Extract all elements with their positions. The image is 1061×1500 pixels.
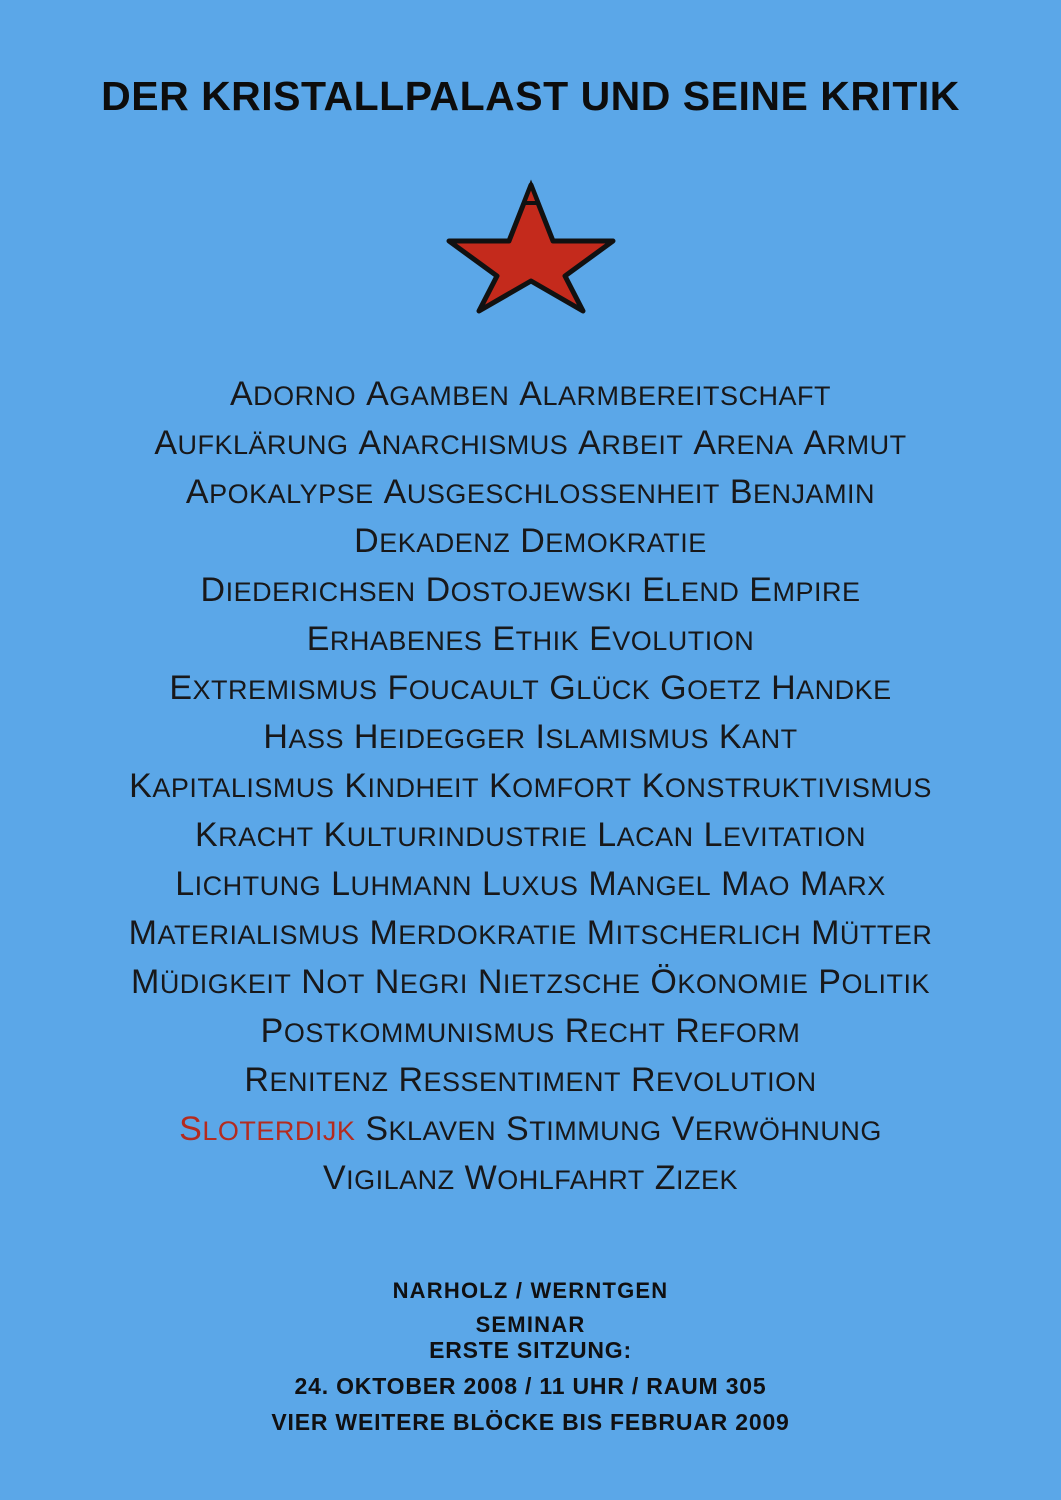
keyword: BENJAMIN — [729, 473, 876, 512]
keyword: VIGILANZ — [322, 1159, 455, 1198]
keyword: DEMOKRATIE — [520, 522, 707, 561]
keyword: KANT — [718, 718, 798, 757]
keyword: AUSGESCHLOSSENHEIT — [383, 473, 720, 512]
keyword: EXTREMISMUS — [169, 669, 378, 708]
keyword: VERWÖHNUNG — [671, 1110, 882, 1149]
keyword: ARBEIT — [578, 424, 684, 463]
footer-session-label: ERSTE SITZUNG: — [429, 1337, 632, 1363]
keyword: ARENA — [693, 424, 794, 463]
keyword-line — [51, 763, 1011, 812]
keyword: MATERIALISMUS — [128, 914, 360, 953]
keyword: KINDHEIT — [344, 767, 480, 806]
keyword: GLÜCK — [549, 669, 651, 708]
keyword: HASS — [263, 718, 344, 757]
keyword-line — [51, 469, 1011, 518]
keyword: LEVITATION — [703, 816, 867, 855]
keyword: HANDKE — [771, 669, 892, 708]
keyword-line — [51, 910, 1011, 959]
keyword: SKLAVEN — [365, 1110, 497, 1149]
keyword: AUFKLÄRUNG — [154, 424, 349, 463]
keyword: LICHTUNG — [175, 865, 322, 904]
keyword-line — [51, 1155, 1011, 1204]
keyword: APOKALYPSE — [185, 473, 374, 512]
keyword: ELEND — [642, 571, 740, 610]
keyword: KONSTRUKTIVISMUS — [641, 767, 932, 806]
keyword: MÜTTER — [811, 914, 933, 953]
keyword: REVOLUTION — [630, 1061, 817, 1100]
keyword: KULTURINDUSTRIE — [323, 816, 588, 855]
keyword: MARX — [799, 865, 886, 904]
keyword-line — [51, 1057, 1011, 1106]
keyword: AGAMBEN — [366, 375, 510, 414]
keyword: KAPITALISMUS — [129, 767, 335, 806]
keyword: HEIDEGGER — [353, 718, 526, 757]
keyword-line — [51, 371, 1011, 420]
keyword: ERHABENES — [306, 620, 483, 659]
red-star-icon — [446, 177, 616, 317]
keyword: MANGEL — [588, 865, 712, 904]
keyword: NIETZSCHE — [477, 963, 641, 1002]
keyword-line — [51, 518, 1011, 567]
keyword: ARMUT — [803, 424, 907, 463]
keyword: POSTKOMMUNISMUS — [260, 1012, 555, 1051]
keyword-line — [51, 812, 1011, 861]
keyword-line — [51, 665, 1011, 714]
keyword: MITSCHERLICH — [586, 914, 802, 953]
keyword: SLOTERDIJK — [179, 1110, 356, 1149]
keyword: RENITENZ — [244, 1061, 389, 1100]
footer-block — [0, 1332, 1061, 1440]
keyword: MÜDIGKEIT — [130, 963, 292, 1002]
keyword: MERDOKRATIE — [369, 914, 577, 953]
keyword: DOSTOJEWSKI — [425, 571, 633, 610]
keyword: RESSENTIMENT — [398, 1061, 622, 1100]
keyword-line — [51, 714, 1011, 763]
keyword: NEGRI — [374, 963, 468, 1002]
keyword: DEKADENZ — [354, 522, 511, 561]
keyword-line — [51, 420, 1011, 469]
keyword-line — [51, 1008, 1011, 1057]
footer-additional-blocks: VIER WEITERE BLÖCKE BIS FEBRUAR 2009 — [271, 1409, 790, 1435]
keyword: ISLAMISMUS — [535, 718, 709, 757]
keyword: KRACHT — [194, 816, 314, 855]
keyword: NOT — [301, 963, 365, 1002]
credits-authors: NARHOLZ / WERNTGEN — [392, 1278, 669, 1304]
keyword-line — [51, 959, 1011, 1008]
keyword: ETHIK — [492, 620, 580, 659]
keyword-list — [51, 371, 1011, 1204]
keyword-line — [51, 1106, 1011, 1155]
keyword: ANARCHISMUS — [358, 424, 569, 463]
keyword: REFORM — [675, 1012, 801, 1051]
footer-session-details: 24. OKTOBER 2008 / 11 UHR / RAUM 305 — [294, 1373, 767, 1399]
keyword: ÖKONOMIE — [650, 963, 809, 1002]
keyword: LUXUS — [481, 865, 579, 904]
keyword: EMPIRE — [749, 571, 861, 610]
keyword: STIMMUNG — [506, 1110, 662, 1149]
keyword: ZIZEK — [654, 1159, 739, 1198]
keyword: ADORNO — [229, 375, 357, 414]
page-title: DER KRISTALLPALAST UND SEINE KRITIK — [101, 73, 960, 119]
keyword-line — [51, 861, 1011, 910]
keyword: WOHLFAHRT — [464, 1159, 645, 1198]
keyword: POLITIK — [818, 963, 930, 1002]
keyword-line — [51, 616, 1011, 665]
keyword: ALARMBEREITSCHAFT — [519, 375, 832, 414]
keyword: EVOLUTION — [589, 620, 755, 659]
keyword: DIEDERICHSEN — [200, 571, 416, 610]
keyword: MAO — [721, 865, 790, 904]
keyword: LUHMANN — [331, 865, 472, 904]
keyword-line — [51, 567, 1011, 616]
keyword: LACAN — [597, 816, 694, 855]
keyword: FOUCAULT — [387, 669, 540, 708]
keyword: KOMFORT — [488, 767, 632, 806]
keyword: GOETZ — [660, 669, 762, 708]
red-star-emblem — [446, 177, 616, 317]
keyword: RECHT — [564, 1012, 666, 1051]
credits-format: SEMINAR — [475, 1312, 586, 1338]
